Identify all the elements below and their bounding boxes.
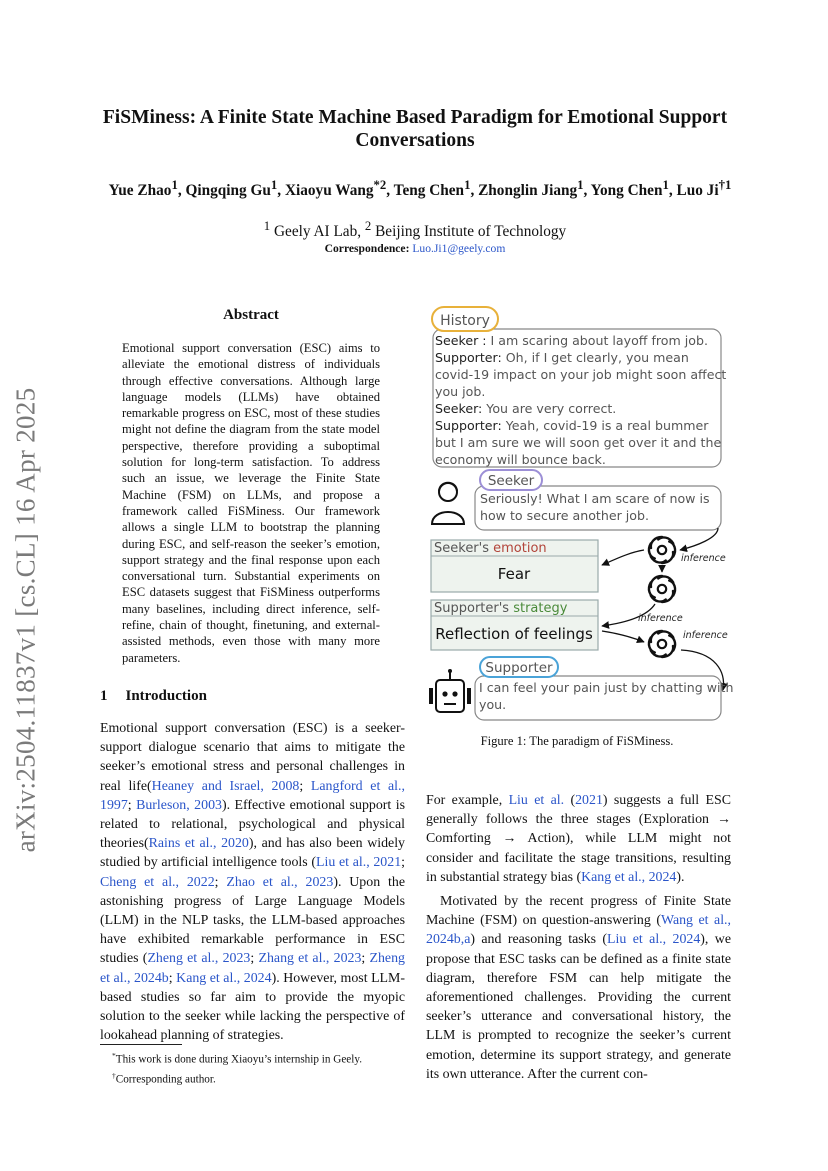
- inference-label: inference: [683, 630, 728, 641]
- paper-title-line1: FiSMiness: A Finite State Machine Based Paradigm for Emotional Support: [102, 107, 728, 128]
- svg-text:you job.: you job.: [435, 384, 486, 399]
- citation-link[interactable]: Heaney and Israel, 2008: [151, 778, 300, 794]
- paper-title: [90, 106, 740, 152]
- strategy-state-label: Supporter's strategy: [434, 601, 568, 616]
- footnote-divider: [100, 1044, 182, 1045]
- citation-link[interactable]: Cheng et al., 2022: [100, 874, 215, 890]
- emotion-value: Fear: [497, 565, 531, 583]
- citation-link[interactable]: Liu et al.: [508, 793, 565, 808]
- seeker-message-line: Seriously! What I am scare of now is: [480, 491, 710, 506]
- author: Qingqing Gu$^1$: [185, 178, 278, 200]
- citation-link[interactable]: Langford et al., 1997: [100, 778, 405, 813]
- author: Zhonglin Jiang$^1$: [478, 178, 584, 200]
- correspondence-email-link[interactable]: Luo.Ji1@geely.com: [412, 242, 506, 255]
- emotion-state-label: Seeker's emotion: [434, 541, 547, 556]
- llm-logo-icon: [645, 573, 679, 605]
- paragraph: For example, Liu et al. (2021) suggests a full ESC generally follows the three stages (Exploration → Comforting → Action), while LLM might not consider and facilitate the stage transitions, resulting in substantial strategy bias (Kang et al., 2024).: [426, 793, 731, 885]
- history-label: History: [440, 313, 490, 329]
- author: Yong Chen$^1$: [590, 178, 669, 200]
- introduction-paragraph: Emotional support conversation (ESC) is a seeker-support dialogue scenario that aims to mitigate the seeker’s emotional stress and personal challenges in real life(Heaney and Israel, 2008; Langford et al., 1997; Burleson, 2003). Effective emotional support is related to relational, psychological and physical theories(Rains et al., 2020), and has also been widely studied by artificial intelligence tools (Liu et al., 2021; Cheng et al., 2022; Zhao et al., 2023). Upon the astonishing progress of Large Language Models (LLM) in the NLP tasks, the LLM-based approaches have exhibited remarkable performance in ESC studies (Zheng et al., 2023; Zhang et al., 2023; Zheng et al., 2024b; Kang et al., 2024). However, most LLM-based studies so far aim to provide the myopic solution to the seeker while lacking the perspective of lookahead planning of strategies.: [100, 721, 406, 1044]
- svg-text:Seeker : I am scaring about la: Seeker : I am scaring about layoff from job.: [435, 333, 708, 348]
- citation-link[interactable]: Liu et al., 2021: [315, 855, 402, 871]
- supporter-label: Supporter: [485, 660, 553, 676]
- correspondence-label: Correspondence:: [324, 242, 410, 255]
- section-heading-introduction: 1 Introduction: [100, 688, 207, 704]
- paragraph: Motivated by the recent progress of Finite State Machine (FSM) on question-answering (Wang et al., 2024b,a) and reasoning tasks (Liu et al., 2024), we propose that ESC tasks can be defined as a finite state diagram, therefore FSM can help mitigate the aforementioned challenges. Providing the current seeker’s utterance and conversational history, the LLM is prompted to recognize the seeker’s current emotion, determine its support strategy, and generate its own utterance. After the current con-: [426, 894, 731, 1082]
- seeker-message-line: how to secure another job.: [480, 508, 649, 523]
- affiliations: $^1$ Geely AI Lab, $^2$ Beijing Institute of Technology: [263, 219, 567, 241]
- author: Teng Chen$^1$: [393, 178, 471, 200]
- citation-link[interactable]: Rains et al., 2020: [148, 836, 249, 852]
- author: Yue Zhao$^1$: [108, 178, 178, 200]
- arxiv-stamp-text: arXiv:2504.11837v1 [cs.CL] 16 Apr 2025: [10, 387, 41, 853]
- citation-link[interactable]: Zhao et al., 2023: [226, 874, 334, 890]
- inference-label: inference: [681, 553, 726, 564]
- svg-text:but I am sure we will soon get: but I am sure we will soon get over it and the: [435, 435, 722, 450]
- footnotes: [112, 1048, 412, 1088]
- supporter-message-line: you.: [479, 697, 507, 712]
- citation-link[interactable]: Zheng et al., 2024b: [100, 951, 405, 986]
- llm-logo-icon: [645, 534, 679, 566]
- seeker-label: Seeker: [487, 473, 535, 489]
- inference-label: inference: [638, 613, 683, 624]
- footnote: *This work is done during Xiaoyu’s internship in Geely.: [112, 1051, 363, 1066]
- abstract-heading: Abstract: [223, 307, 279, 323]
- svg-text:covid-19 impact on your job mi: covid-19 impact on your job might soon affect: [435, 367, 727, 382]
- svg-text:Seeker: You are very correct.: Seeker: You are very correct.: [435, 401, 617, 416]
- author: Xiaoyu Wang$^{*2}$: [284, 178, 387, 200]
- correspondence: [90, 242, 740, 255]
- citation-link[interactable]: 2021: [575, 793, 603, 808]
- arxiv-stamp: [2, 360, 50, 880]
- strategy-value: Reflection of feelings: [435, 625, 593, 643]
- citation-link[interactable]: Zheng et al., 2023: [147, 951, 251, 967]
- citation-link[interactable]: Kang et al., 2024: [176, 970, 272, 986]
- abstract-text: Emotional support conversation (ESC) aims to alleviate the emotional distress of individuals through effective conversations. Although large language models (LLMs) have obtained remarkable progress on ESC, most of these studies might not define the diagram from the state model perspective, therefore providing a suboptimal solution for long-term satisfaction. To address such an issue, we leverage the Finite State Machine (FSM) on LLMs, and propose a framework called FiSMiness. Our framework allows a single LLM to bootstrap the planning during ESC, and self-reason the seeker’s emotion, support strategy and the final response upon each conversational turn. Substantial experiments on ESC datasets suggest that FiSMiness outperforms many baselines, including direct inference, self-refine, chain of thought, finetuning, and external-assisted methods, even those with many more parameters.: [122, 341, 380, 665]
- figure-paradigm-diagram: [426, 300, 736, 730]
- citation-link[interactable]: Burleson, 2003: [136, 797, 222, 813]
- llm-logo-icon: [645, 628, 679, 660]
- citation-link[interactable]: Kang et al., 2024: [581, 869, 677, 885]
- paper-title-line2: Conversations: [355, 130, 475, 151]
- citation-link[interactable]: Liu et al., 2024: [607, 932, 701, 948]
- svg-text:Supporter: Oh, if I get clearl: Supporter: Oh, if I get clearly, you mean: [435, 350, 689, 365]
- supporter-robot-icon: [429, 669, 471, 712]
- seeker-person-icon: [432, 483, 464, 524]
- footnote: †Corresponding author.: [112, 1071, 216, 1086]
- svg-text:economy will bounce back.: economy will bounce back.: [435, 452, 606, 467]
- figure-caption: Figure 1: The paradigm of FiSMiness.: [480, 734, 674, 748]
- author-list: Yue Zhao$^1$, Qingqing Gu$^1$, Xiaoyu Wang$^{*2}$, Teng Chen$^1$, Zhonglin Jiang$^1$, Yong Chen$^1$, Luo Ji$^{\dagger 1}$: [108, 178, 732, 200]
- right-column-text: [426, 791, 731, 1084]
- supporter-message-line: I can feel your pain just by chatting with: [479, 680, 734, 695]
- author: Luo Ji$^{\dagger 1}$: [676, 178, 732, 200]
- svg-text:Supporter: Yeah, covid-19 is a: Supporter: Yeah, covid-19 is a real bummer: [435, 418, 709, 433]
- citation-link[interactable]: Zhang et al., 2023: [258, 951, 362, 967]
- citation-link[interactable]: Wang et al., 2024b,a: [426, 913, 731, 948]
